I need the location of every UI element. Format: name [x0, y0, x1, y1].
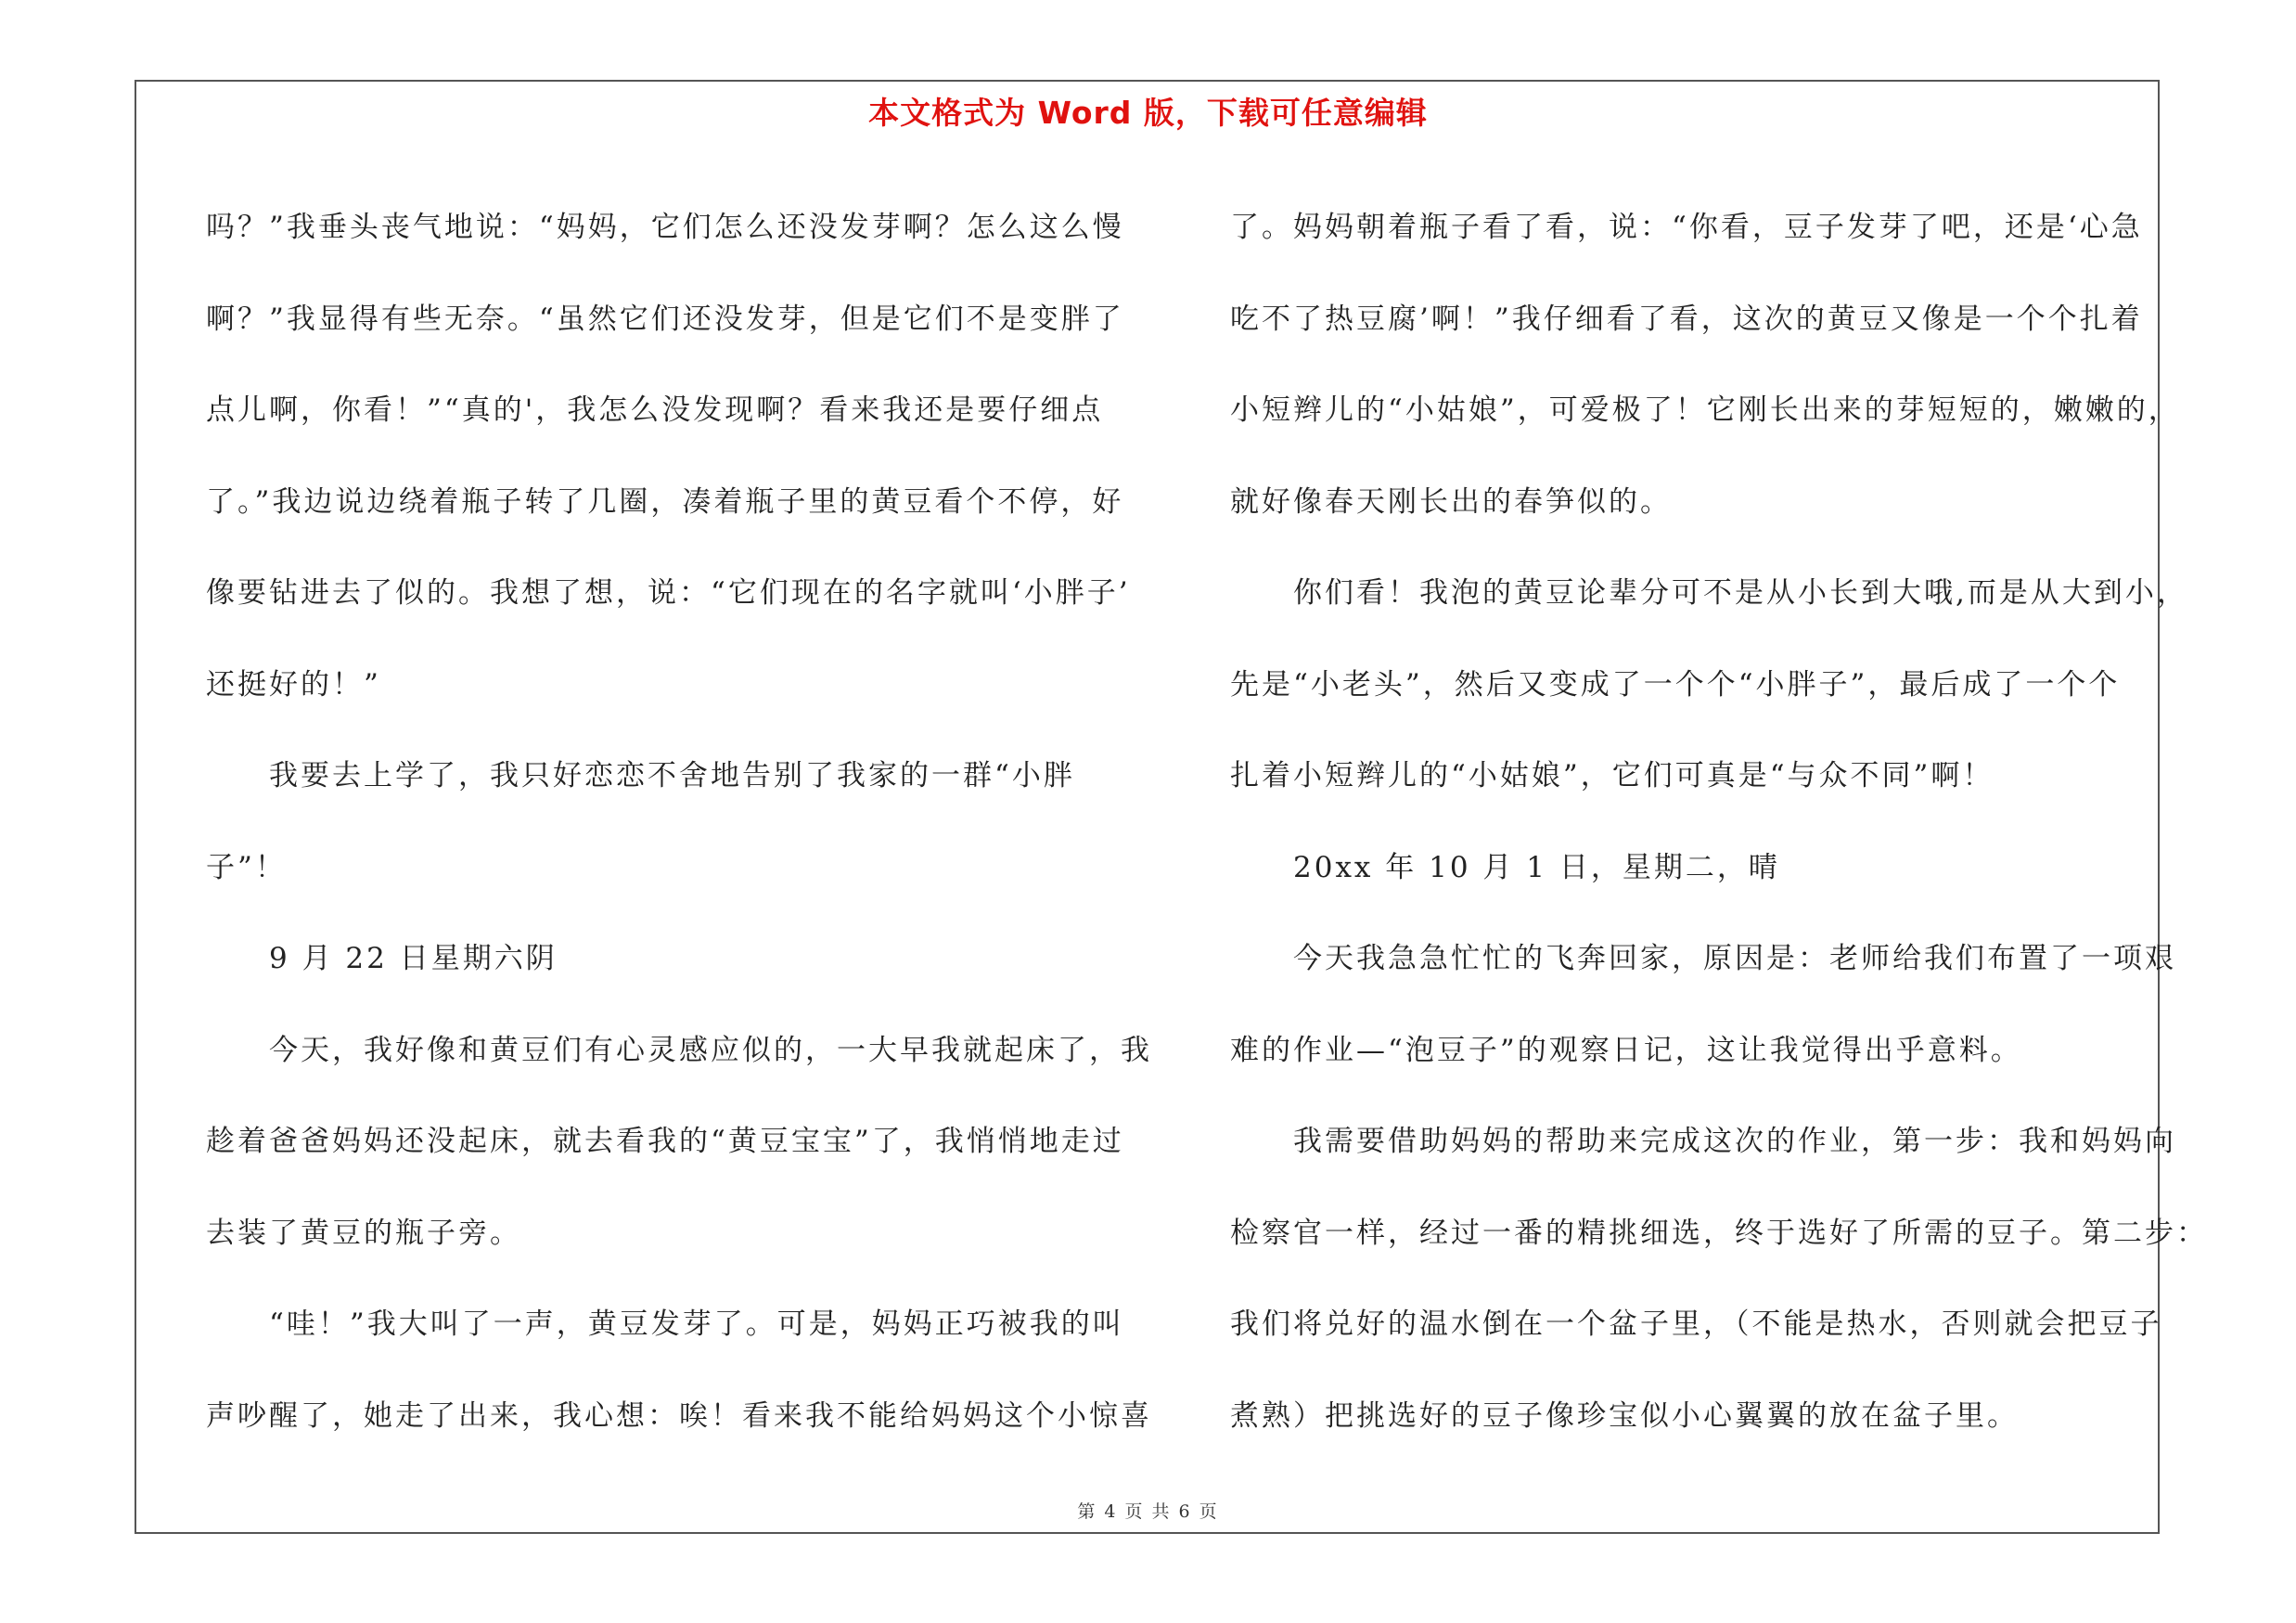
text-line: “哇！”我大叫了一声，黄豆发芽了。可是，妈妈正巧被我的叫	[206, 1307, 1124, 1341]
text-line: 小短辫儿的“小姑娘”，可爱极了！它刚长出来的芽短短的，嫩嫩的，	[1230, 393, 2180, 427]
text-line: 你们看！我泡的黄豆论辈分可不是从小长到大哦,而是从大到小，	[1230, 576, 2188, 610]
document-banner: 本文格式为 Word 版，下载可任意编辑	[868, 95, 1428, 131]
text-line: 还挺好的！”	[206, 667, 381, 702]
text-line: 今天我急急忙忙的飞奔回家，原因是：老师给我们布置了一项艰	[1230, 942, 2176, 975]
text-line: 我需要借助妈妈的帮助来完成这次的作业，第一步：我和妈妈向	[1230, 1125, 2176, 1158]
text-line: 煮熟）把挑选好的豆子像珍宝似小心翼翼的放在盆子里。	[1230, 1398, 2019, 1433]
text-line: 今天，我好像和黄豆们有心灵感应似的，一大早我就起床了，我	[206, 1033, 1152, 1067]
text-line: 难的作业—“泡豆子”的观察日记，这让我觉得出乎意料。	[1230, 1033, 2022, 1067]
right-text-column	[1230, 182, 2208, 1462]
text-line: 20xx 年 10 月 1 日，星期二，晴	[1230, 850, 1780, 884]
text-line: 吃不了热豆腐’啊！”我仔细看了看，这次的黄豆又像是一个个扎着	[1230, 302, 2143, 336]
text-line: 子”！	[206, 850, 287, 884]
text-line: 扎着小短辫儿的“小姑娘”，它们可真是“与众不同”啊！	[1230, 759, 1995, 792]
text-line: 了。妈妈朝着瓶子看了看，说：“你看，豆子发芽了吧，还是‘心急	[1230, 211, 2143, 244]
text-line: 我们将兑好的温水倒在一个盆子里，（不能是热水，否则就会把豆子	[1230, 1307, 2162, 1341]
text-line: 9 月 22 日星期六阴	[206, 942, 558, 975]
text-line: 像要钻进去了似的。我想了想，说：“它们现在的名字就叫‘小胖子’	[206, 576, 1131, 610]
text-line: 声吵醒了，她走了出来，我心想：唉！看来我不能给妈妈这个小惊喜	[206, 1398, 1152, 1433]
text-line: 去装了黄豆的瓶子旁。	[206, 1216, 521, 1250]
text-line: 就好像春天刚长出的春笋似的。	[1230, 484, 1672, 519]
text-line: 趁着爸爸妈妈还没起床，就去看我的“黄豆宝宝”了，我悄悄地走过	[206, 1125, 1124, 1158]
page-number-footer: 第 4 页 共 6 页	[1077, 1501, 1219, 1522]
text-line: 先是“小老头”，然后又变成了一个个“小胖子”，最后成了一个个	[1230, 667, 2121, 702]
text-line: 吗？”我垂头丧气地说：“妈妈，它们怎么还没发芽啊？怎么这么慢	[206, 211, 1124, 244]
text-line: 我要去上学了，我只好恋恋不舍地告别了我家的一群“小胖	[206, 759, 1075, 792]
text-line: 检察官一样，经过一番的精挑细选，终于选好了所需的豆子。第二步：	[1230, 1216, 2208, 1250]
text-line: 点儿啊，你看！”“真的'，我怎么没发现啊？看来我还是要仔细点	[206, 393, 1104, 427]
text-line: 啊？”我显得有些无奈。“虽然它们还没发芽，但是它们不是变胖了	[206, 302, 1124, 336]
text-line: 了。”我边说边绕着瓶子转了几圈，凑着瓶子里的黄豆看个不停，好	[206, 484, 1124, 519]
left-text-column	[206, 182, 1152, 1462]
